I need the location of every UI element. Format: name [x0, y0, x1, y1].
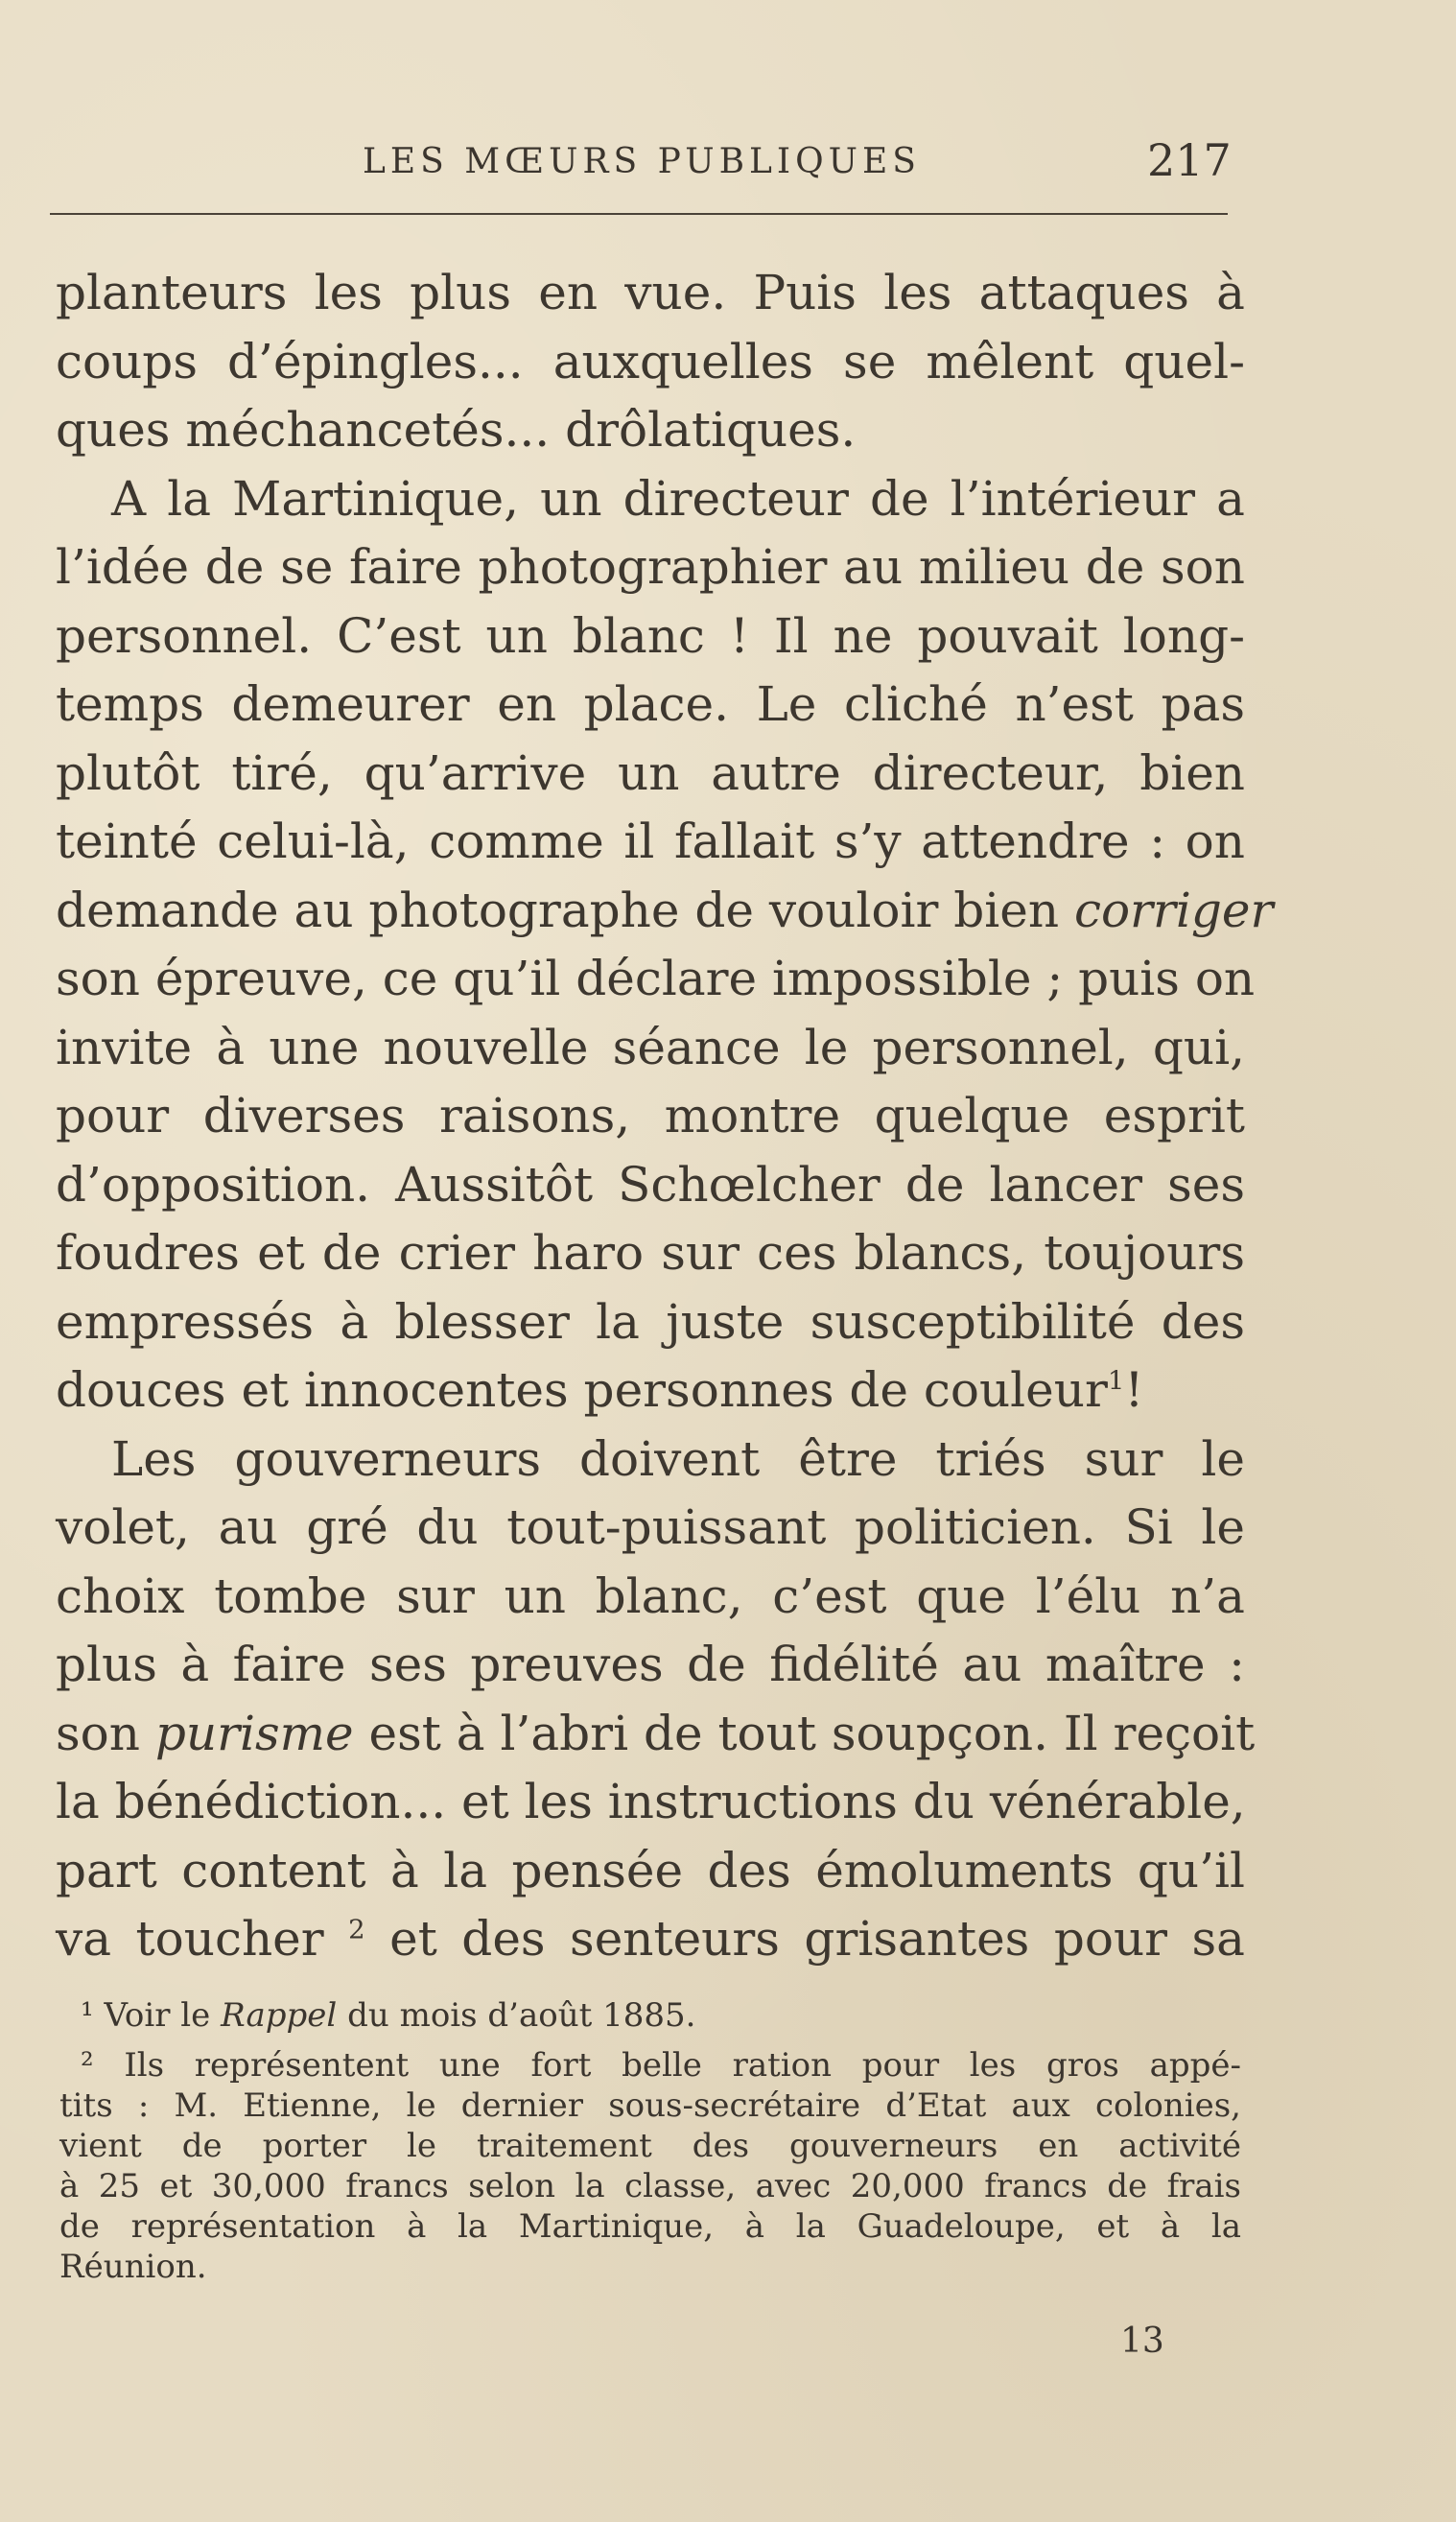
- text-segment: son: [56, 1705, 140, 1761]
- footnote-2-line: tits : M. Etienne, le dernier sous-secrétaire d’Etat aux colonies,: [59, 2086, 1241, 2125]
- header-rule: [50, 213, 1228, 215]
- footnote-text: du mois d’août 1885.: [347, 1996, 696, 2035]
- footnote-2-line: de représentation à la Martinique, à la Guadeloupe, et à la: [59, 2207, 1241, 2246]
- text-line: [56, 1905, 1245, 1974]
- text-line: ques méchancetés... drôlatiques.: [56, 402, 857, 458]
- text-line: invite à une nouvelle séance le personnel, qui,: [56, 1019, 1245, 1075]
- text-line: l’idée de se faire photographier au milieu de son: [56, 539, 1245, 595]
- text-line: [56, 1356, 1245, 1426]
- text-line: coups d’épingles... auxquelles se mêlent quel-: [56, 333, 1245, 389]
- text-segment: est à l’abri de tout soupçon. Il reçoit: [368, 1705, 1256, 1761]
- italic-word: purisme: [154, 1705, 354, 1761]
- text-line: son épreuve, ce qu’il déclare impossible ; puis on: [56, 951, 1256, 1006]
- footnotes: [59, 1995, 1241, 2287]
- footnote-italic: Rappel: [221, 1996, 338, 2035]
- main-text: [56, 259, 1274, 1974]
- text-line: temps demeurer en place. Le cliché n’est pas: [56, 676, 1245, 732]
- text-line: planteurs les plus en vue. Puis les attaques à: [56, 265, 1245, 320]
- footnote-ref: 1: [1107, 1365, 1125, 1397]
- text-line: foudres et de crier haro sur ces blancs, toujours: [56, 1225, 1245, 1281]
- footnote-text: Ils représentent une fort belle ration pour les gros appé-: [124, 2046, 1241, 2085]
- text-line: volet, au gré du tout-puissant politicien. Si le: [56, 1499, 1245, 1555]
- footnote-marker: ²: [81, 2046, 94, 2085]
- text-line: Les gouverneurs doivent être triés sur le: [111, 1430, 1245, 1487]
- footnote-1: [59, 1995, 1241, 2036]
- text-line: plutôt tiré, qu’arrive un autre directeur, bien: [56, 744, 1245, 801]
- footnote-2-line: [59, 2045, 1241, 2086]
- text-line: pour diverses raisons, montre quelque esprit: [56, 1088, 1245, 1143]
- text-line: personnel. C’est un blanc ! Il ne pouvait long-: [56, 607, 1245, 664]
- footnote-2-line: Réunion.: [59, 2248, 207, 2286]
- text-segment: !: [1124, 1362, 1144, 1418]
- text-segment: et des senteurs grisantes pour sa: [389, 1911, 1245, 1967]
- text-line: [56, 1700, 1256, 1769]
- footnote-text: Voir le: [104, 1996, 211, 2035]
- text-line: A la Martinique, un directeur de l’intérieur a: [111, 470, 1245, 527]
- footnote-marker: ¹: [81, 1996, 94, 2035]
- signature-mark: 13: [1120, 2322, 1164, 2361]
- text-segment: va toucher: [56, 1911, 324, 1967]
- text-line: plus à faire ses preuves de fidélité au maître :: [56, 1637, 1245, 1692]
- text-line: empressés à blesser la juste susceptibilité des: [56, 1293, 1245, 1350]
- footnote-2-line: à 25 et 30,000 francs selon la classe, avec 20,000 francs de frais: [59, 2167, 1241, 2205]
- text-line: part content à la pensée des émoluments qu’il: [56, 1842, 1245, 1898]
- text-segment: douces et innocentes personnes de couleur: [56, 1362, 1108, 1418]
- text-segment: demande au photographe de vouloir bien: [56, 882, 1060, 938]
- text-line: d’opposition. Aussitôt Schœlcher de lancer ses: [56, 1156, 1245, 1213]
- text-line: [56, 877, 1274, 946]
- text-line: la bénédiction... et les instructions du vénérable,: [56, 1774, 1246, 1829]
- running-title: LES MŒURS PUBLIQUES: [363, 142, 921, 181]
- italic-word: corriger: [1073, 882, 1274, 938]
- text-line: choix tombe sur un blanc, c’est que l’élu n’a: [56, 1567, 1245, 1624]
- text-line: teinté celui-là, comme il fallait s’y attendre : on: [56, 813, 1245, 869]
- footnote-ref: 2: [348, 1914, 365, 1945]
- page-number: 217: [1147, 134, 1232, 186]
- footnote-2-line: vient de porter le traitement des gouverneurs en activité: [59, 2127, 1241, 2165]
